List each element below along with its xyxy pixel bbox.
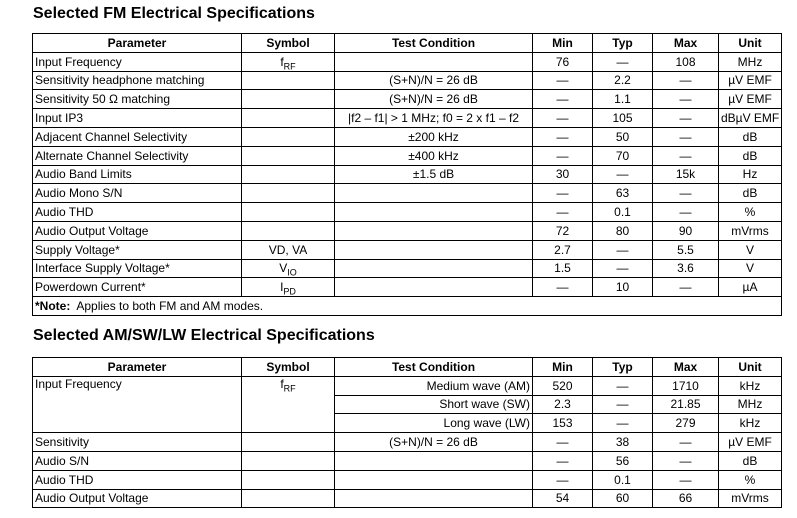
table-row <box>33 240 782 259</box>
typ-cell: 60 <box>593 489 653 508</box>
condition-cell: |f2 – f1| > 1 MHz; f0 = 2 x f1 – f2 <box>335 109 533 128</box>
param-cell: Audio Output Voltage <box>33 221 242 240</box>
typ-cell: 1.1 <box>593 90 653 109</box>
typ-cell: 80 <box>593 221 653 240</box>
table-row <box>33 376 782 395</box>
table-row <box>33 184 782 203</box>
unit-cell: % <box>719 470 782 489</box>
symbol-cell: VD, VA <box>242 240 335 259</box>
symbol-cell <box>242 184 335 203</box>
param-cell: Sensitivity 50 Ω matching <box>33 90 242 109</box>
min-cell: 2.3 <box>533 395 593 414</box>
unit-cell: mVrms <box>719 489 782 508</box>
header-test-condition: Test Condition <box>335 358 533 377</box>
param-cell: Sensitivity headphone matching <box>33 71 242 90</box>
condition-cell: Short wave (SW) <box>335 395 533 414</box>
condition-cell: Long wave (LW) <box>335 414 533 433</box>
max-cell: 21.85 <box>653 395 719 414</box>
max-cell: 15k <box>653 165 719 184</box>
min-cell: — <box>533 470 593 489</box>
param-cell: Interface Supply Voltage* <box>33 259 242 278</box>
symbol-cell <box>242 221 335 240</box>
max-cell: 279 <box>653 414 719 433</box>
unit-cell: µA <box>719 278 782 297</box>
condition-cell: (S+N)/N = 26 dB <box>335 90 533 109</box>
note-cell <box>33 297 782 316</box>
typ-cell: 70 <box>593 146 653 165</box>
param-cell: Audio Mono S/N <box>33 184 242 203</box>
header-typ: Typ <box>593 358 653 377</box>
max-cell: 90 <box>653 221 719 240</box>
table-row <box>33 127 782 146</box>
typ-cell: 10 <box>593 278 653 297</box>
typ-cell: 0.1 <box>593 470 653 489</box>
param-cell: Sensitivity <box>33 433 242 452</box>
param-cell: Input IP3 <box>33 109 242 128</box>
symbol-cell <box>242 71 335 90</box>
typ-cell: — <box>593 165 653 184</box>
fm-header-row <box>33 34 782 53</box>
symbol-cell <box>242 203 335 222</box>
min-cell: 153 <box>533 414 593 433</box>
table-row <box>33 71 782 90</box>
table-row <box>33 433 782 452</box>
typ-cell: — <box>593 395 653 414</box>
table-row <box>33 489 782 508</box>
unit-cell: dB <box>719 146 782 165</box>
typ-cell: 56 <box>593 451 653 470</box>
header-unit: Unit <box>719 358 782 377</box>
min-cell: — <box>533 278 593 297</box>
note-row <box>33 297 782 316</box>
param-cell: Audio S/N <box>33 451 242 470</box>
symbol-cell: $f_{RF}$ <box>242 376 335 432</box>
condition-cell: Medium wave (AM) <box>335 376 533 395</box>
table-row <box>33 278 782 297</box>
max-cell: 1710 <box>653 376 719 395</box>
unit-cell: dBµV EMF <box>719 109 782 128</box>
header-parameter: Parameter <box>33 358 242 377</box>
max-cell: — <box>653 146 719 165</box>
condition-cell <box>335 470 533 489</box>
condition-cell: (S+N)/N = 26 dB <box>335 433 533 452</box>
unit-cell: dB <box>719 451 782 470</box>
symbol-cell <box>242 146 335 165</box>
symbol-cell <box>242 165 335 184</box>
condition-cell <box>335 240 533 259</box>
min-cell: 72 <box>533 221 593 240</box>
max-cell: — <box>653 90 719 109</box>
table-row <box>33 259 782 278</box>
am-spec-table <box>32 357 782 508</box>
symbol-cell <box>242 489 335 508</box>
min-cell: 520 <box>533 376 593 395</box>
header-min: Min <box>533 358 593 377</box>
table-row <box>33 203 782 222</box>
condition-cell: ±400 kHz <box>335 146 533 165</box>
param-cell: Alternate Channel Selectivity <box>33 146 242 165</box>
header-test-condition: Test Condition <box>335 34 533 53</box>
header-max: Max <box>653 358 719 377</box>
max-cell: — <box>653 127 719 146</box>
condition-cell <box>335 203 533 222</box>
condition-cell <box>335 489 533 508</box>
min-cell: — <box>533 451 593 470</box>
symbol-cell: $I_{PD}$ <box>242 278 335 297</box>
unit-cell: µV EMF <box>719 90 782 109</box>
condition-cell <box>335 221 533 240</box>
max-cell: — <box>653 470 719 489</box>
symbol-cell <box>242 433 335 452</box>
min-cell: — <box>533 109 593 128</box>
param-cell: Powerdown Current* <box>33 278 242 297</box>
typ-cell: 105 <box>593 109 653 128</box>
param-cell: Input Frequency <box>33 376 242 432</box>
unit-cell: kHz <box>719 414 782 433</box>
symbol-cell <box>242 470 335 489</box>
condition-cell: (S+N)/N = 26 dB <box>335 71 533 90</box>
table-row <box>33 52 782 71</box>
table-row <box>33 221 782 240</box>
header-min: Min <box>533 34 593 53</box>
typ-cell: — <box>593 240 653 259</box>
note-text: Applies to both FM and AM modes. <box>70 299 264 314</box>
fm-spec-table <box>32 33 782 316</box>
header-parameter: Parameter <box>33 34 242 53</box>
unit-cell: V <box>719 240 782 259</box>
table-row <box>33 146 782 165</box>
table-row <box>33 451 782 470</box>
typ-cell: 2.2 <box>593 71 653 90</box>
condition-cell <box>335 184 533 203</box>
condition-cell <box>335 278 533 297</box>
max-cell: 66 <box>653 489 719 508</box>
unit-cell: V <box>719 259 782 278</box>
param-cell: Audio Output Voltage <box>33 489 242 508</box>
typ-cell: — <box>593 376 653 395</box>
max-cell: — <box>653 71 719 90</box>
table-row <box>33 109 782 128</box>
param-cell: Audio THD <box>33 203 242 222</box>
min-cell: — <box>533 433 593 452</box>
table-row <box>33 90 782 109</box>
max-cell: — <box>653 278 719 297</box>
param-cell: Adjacent Channel Selectivity <box>33 127 242 146</box>
min-cell: 1.5 <box>533 259 593 278</box>
max-cell: — <box>653 451 719 470</box>
min-cell: 30 <box>533 165 593 184</box>
param-cell: Input Frequency <box>33 52 242 71</box>
min-cell: — <box>533 146 593 165</box>
typ-cell: 63 <box>593 184 653 203</box>
symbol-cell <box>242 127 335 146</box>
table-row <box>33 470 782 489</box>
table-row <box>33 165 782 184</box>
typ-cell: — <box>593 259 653 278</box>
typ-cell: 38 <box>593 433 653 452</box>
min-cell: 76 <box>533 52 593 71</box>
min-cell: 2.7 <box>533 240 593 259</box>
min-cell: — <box>533 184 593 203</box>
max-cell: 108 <box>653 52 719 71</box>
min-cell: 54 <box>533 489 593 508</box>
param-cell: Audio THD <box>33 470 242 489</box>
max-cell: — <box>653 433 719 452</box>
min-cell: — <box>533 71 593 90</box>
typ-cell: — <box>593 414 653 433</box>
header-typ: Typ <box>593 34 653 53</box>
unit-cell: kHz <box>719 376 782 395</box>
min-cell: — <box>533 203 593 222</box>
note-label: *Note: <box>35 299 71 314</box>
min-cell: — <box>533 90 593 109</box>
am-section-title: Selected AM/SW/LW Electrical Specifications <box>33 327 375 344</box>
typ-cell: — <box>593 52 653 71</box>
param-cell: Audio Band Limits <box>33 165 242 184</box>
typ-cell: 50 <box>593 127 653 146</box>
condition-cell <box>335 52 533 71</box>
header-unit: Unit <box>719 34 782 53</box>
max-cell: — <box>653 203 719 222</box>
unit-cell: MHz <box>719 52 782 71</box>
unit-cell: dB <box>719 127 782 146</box>
condition-cell: ±1.5 dB <box>335 165 533 184</box>
unit-cell: mVrms <box>719 221 782 240</box>
symbol-cell: $f_{RF}$ <box>242 52 335 71</box>
param-cell: Supply Voltage* <box>33 240 242 259</box>
unit-cell: % <box>719 203 782 222</box>
max-cell: 5.5 <box>653 240 719 259</box>
fm-section-title: Selected FM Electrical Specifications <box>33 5 315 22</box>
header-symbol: Symbol <box>242 34 335 53</box>
am-header-row <box>33 358 782 377</box>
unit-cell: dB <box>719 184 782 203</box>
min-cell: — <box>533 127 593 146</box>
typ-cell: 0.1 <box>593 203 653 222</box>
symbol-cell <box>242 451 335 470</box>
condition-cell <box>335 451 533 470</box>
max-cell: — <box>653 184 719 203</box>
header-max: Max <box>653 34 719 53</box>
unit-cell: MHz <box>719 395 782 414</box>
unit-cell: µV EMF <box>719 71 782 90</box>
unit-cell: Hz <box>719 165 782 184</box>
symbol-cell <box>242 90 335 109</box>
max-cell: — <box>653 109 719 128</box>
condition-cell: ±200 kHz <box>335 127 533 146</box>
condition-cell <box>335 259 533 278</box>
symbol-cell <box>242 109 335 128</box>
max-cell: 3.6 <box>653 259 719 278</box>
header-symbol: Symbol <box>242 358 335 377</box>
symbol-cell: $V_{IO}$ <box>242 259 335 278</box>
unit-cell: µV EMF <box>719 433 782 452</box>
